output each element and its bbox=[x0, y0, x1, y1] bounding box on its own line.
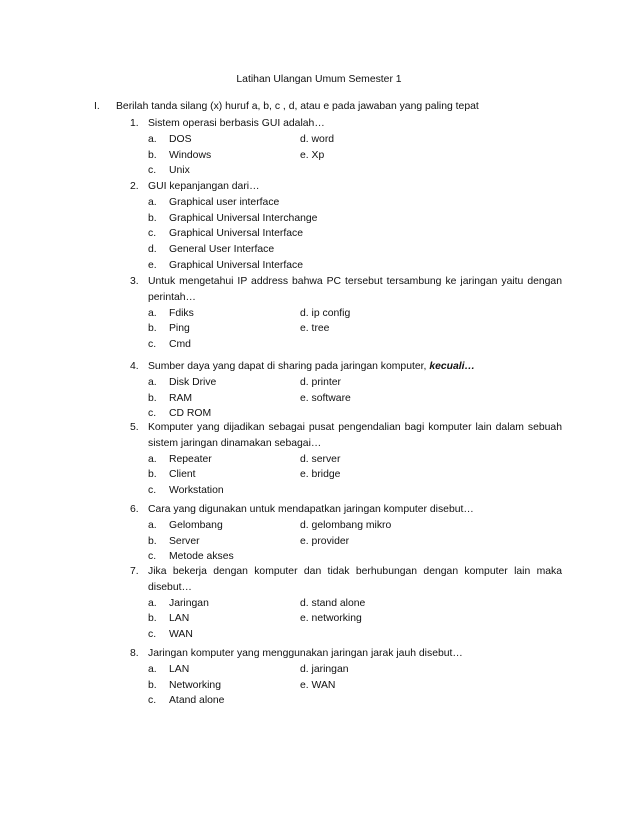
option-text: RAM bbox=[169, 392, 193, 404]
question-number: 5. bbox=[130, 422, 139, 433]
option-right: d. gelombang mikro bbox=[300, 519, 392, 531]
question-text: sistem jaringan dinamakan sebagai… bbox=[148, 437, 322, 449]
option-letter: c. bbox=[148, 485, 157, 497]
question-number: 6. bbox=[130, 504, 139, 515]
option-letter: c. bbox=[148, 165, 157, 177]
section-numeral: I. bbox=[94, 101, 100, 112]
option-text: Ping bbox=[169, 323, 190, 335]
option-text: Unix bbox=[169, 165, 190, 177]
option-right: e. Xp bbox=[300, 149, 325, 161]
option-right: d. server bbox=[300, 453, 341, 465]
option-letter: a. bbox=[148, 133, 157, 145]
question-number: 2. bbox=[130, 181, 139, 192]
option-letter: e. bbox=[148, 260, 157, 271]
question-text bbox=[148, 361, 562, 372]
question-text: Jaringan komputer yang menggunakan jaringan jarak jauh disebut… bbox=[148, 648, 463, 659]
option-text: Graphical user interface bbox=[169, 196, 280, 208]
option-right: e. networking bbox=[300, 613, 362, 625]
option-text: Networking bbox=[169, 679, 221, 691]
option-letter: b. bbox=[148, 323, 157, 335]
option-text: Metode akses bbox=[169, 551, 234, 563]
question-text: Jika bekerja dengan komputer dan tidak berhubungan dengan komputer lain maka bbox=[148, 566, 562, 577]
option-text: Gelombang bbox=[169, 519, 223, 531]
question-text: Cara yang digunakan untuk mendapatkan jaringan komputer disebut… bbox=[148, 504, 474, 515]
option-letter: b. bbox=[148, 613, 157, 625]
option-letter: a. bbox=[148, 376, 157, 388]
question-emphasis: kecuali… bbox=[429, 361, 475, 372]
option-letter: c. bbox=[148, 339, 157, 351]
option-text: General User Interface bbox=[169, 244, 275, 256]
question-text: Komputer yang dijadikan sebagai pusat pengendalian bagi komputer lain dalam sebuah bbox=[148, 422, 562, 433]
option-letter: a. bbox=[148, 453, 157, 465]
question-number: 7. bbox=[130, 566, 139, 577]
option-text: Atand alone bbox=[169, 695, 225, 707]
option-text: Client bbox=[169, 469, 196, 481]
option-right: e. software bbox=[300, 392, 351, 404]
option-right: d. jaringan bbox=[300, 663, 349, 675]
section-instruction: Berilah tanda silang (x) huruf a, b, c , d, atau e pada jawaban yang paling tepat bbox=[116, 101, 479, 112]
option-letter: c. bbox=[148, 629, 157, 641]
option-text: WAN bbox=[169, 629, 193, 641]
question-number: 4. bbox=[130, 361, 139, 372]
option-right: d. printer bbox=[300, 376, 342, 388]
option-text: LAN bbox=[169, 663, 190, 675]
option-text: Disk Drive bbox=[169, 376, 217, 388]
question-text: disebut… bbox=[148, 581, 192, 593]
option-letter: c. bbox=[148, 408, 157, 420]
option-text: DOS bbox=[169, 133, 192, 145]
option-letter: b. bbox=[148, 212, 157, 224]
option-text: Jaringan bbox=[169, 597, 209, 609]
option-letter: b. bbox=[148, 149, 157, 161]
option-letter: a. bbox=[148, 307, 157, 319]
option-right: e. provider bbox=[300, 535, 350, 547]
question-number: 8. bbox=[130, 648, 139, 659]
question-text-main: Sumber daya yang dapat di sharing pada jaringan komputer, bbox=[148, 361, 427, 372]
option-text: LAN bbox=[169, 613, 190, 625]
option-text: Cmd bbox=[169, 339, 191, 351]
option-right: e. bridge bbox=[300, 469, 341, 481]
option-text: Fdiks bbox=[169, 307, 194, 319]
option-letter: a. bbox=[148, 663, 157, 675]
option-text: Graphical Universal Interface bbox=[169, 260, 303, 271]
option-right: d. stand alone bbox=[300, 597, 366, 609]
question-text: Untuk mengetahui IP address bahwa PC tersebut tersambung ke jaringan yaitu dengan bbox=[148, 276, 562, 287]
question-text: Sistem operasi berbasis GUI adalah… bbox=[148, 118, 325, 129]
option-letter: b. bbox=[148, 535, 157, 547]
option-right: d. ip config bbox=[300, 307, 351, 319]
option-text: CD ROM bbox=[169, 408, 212, 420]
option-right: e. tree bbox=[300, 323, 330, 335]
option-text: Graphical Universal Interface bbox=[169, 228, 303, 240]
question-text: perintah… bbox=[148, 291, 196, 303]
question-number: 3. bbox=[130, 276, 139, 287]
option-letter: a. bbox=[148, 196, 157, 208]
option-letter: b. bbox=[148, 469, 157, 481]
option-letter: c. bbox=[148, 695, 157, 707]
option-letter: d. bbox=[148, 244, 157, 256]
option-text: Repeater bbox=[169, 453, 212, 465]
option-text: Windows bbox=[169, 149, 212, 161]
option-letter: c. bbox=[148, 228, 157, 240]
option-text: Server bbox=[169, 535, 200, 547]
question-text: GUI kepanjangan dari… bbox=[148, 181, 260, 192]
option-letter: b. bbox=[148, 679, 157, 691]
option-text: Graphical Universal Interchange bbox=[169, 212, 318, 224]
option-right: e. WAN bbox=[300, 679, 336, 691]
page-title: Latihan Ulangan Umum Semester 1 bbox=[236, 74, 402, 85]
option-letter: c. bbox=[148, 551, 157, 563]
option-letter: b. bbox=[148, 392, 157, 404]
question-number: 1. bbox=[130, 118, 139, 129]
option-letter: a. bbox=[148, 519, 157, 531]
option-letter: a. bbox=[148, 597, 157, 609]
option-text: Workstation bbox=[169, 485, 224, 497]
option-right: d. word bbox=[300, 133, 335, 145]
